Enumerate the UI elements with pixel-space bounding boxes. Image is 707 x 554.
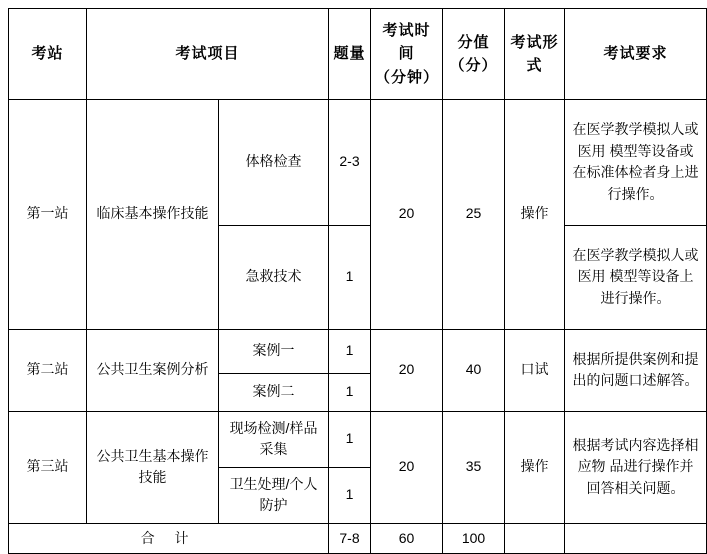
header-exam-item: 考试项目 bbox=[87, 9, 329, 100]
cell-question-count: 1 bbox=[329, 225, 371, 329]
cell-exam-time: 20 bbox=[371, 329, 443, 411]
header-score-line2: （分） bbox=[449, 56, 498, 74]
header-score-line1: 分值 bbox=[457, 33, 490, 51]
cell-score: 40 bbox=[443, 329, 505, 411]
header-question-count: 题量 bbox=[329, 9, 371, 100]
cell-score: 25 bbox=[443, 99, 505, 329]
header-exam-time-line2: （分钟） bbox=[375, 68, 440, 86]
cell-station: 第三站 bbox=[9, 411, 87, 523]
cell-subitem: 体格检查 bbox=[219, 99, 329, 225]
cell-score: 35 bbox=[443, 411, 505, 523]
cell-exam-form: 口试 bbox=[505, 329, 565, 411]
cell-exam-item: 公共卫生案例分析 bbox=[87, 329, 219, 411]
table-total-row bbox=[9, 523, 707, 554]
cell-total-requirement bbox=[565, 523, 707, 554]
header-exam-form-line1: 考试形 bbox=[510, 33, 559, 51]
cell-question-count: 1 bbox=[329, 329, 371, 373]
cell-requirement: 在医学教学模拟人或医用 模型等设备上进行操作。 bbox=[565, 225, 707, 329]
cell-total-form bbox=[505, 523, 565, 554]
cell-subitem: 案例一 bbox=[219, 329, 329, 373]
cell-exam-time: 20 bbox=[371, 99, 443, 329]
cell-exam-time: 20 bbox=[371, 411, 443, 523]
cell-subitem: 急救技术 bbox=[219, 225, 329, 329]
cell-station: 第二站 bbox=[9, 329, 87, 411]
header-row bbox=[9, 9, 707, 100]
cell-requirement: 在医学教学模拟人或医用 模型等设备或在标准体检者身上进行操作。 bbox=[565, 99, 707, 225]
cell-subitem: 现场检测/样品采集 bbox=[219, 411, 329, 467]
table-row bbox=[9, 329, 707, 373]
header-exam-time-line1: 考试时间 bbox=[382, 22, 431, 63]
cell-question-count: 1 bbox=[329, 467, 371, 523]
cell-total-label: 合 计 bbox=[9, 523, 329, 554]
table-body bbox=[9, 99, 707, 554]
cell-subitem: 案例二 bbox=[219, 373, 329, 411]
cell-question-count: 1 bbox=[329, 411, 371, 467]
exam-schedule-table bbox=[8, 8, 707, 554]
cell-total-count: 7-8 bbox=[329, 523, 371, 554]
cell-question-count: 2-3 bbox=[329, 99, 371, 225]
table-row bbox=[9, 411, 707, 467]
table-row bbox=[9, 99, 707, 225]
cell-total-time: 60 bbox=[371, 523, 443, 554]
header-exam-requirement: 考试要求 bbox=[565, 9, 707, 100]
cell-requirement: 根据考试内容选择相应物 品进行操作并回答相关问题。 bbox=[565, 411, 707, 523]
header-exam-form-line2: 式 bbox=[526, 56, 543, 74]
table-header bbox=[9, 9, 707, 100]
cell-exam-item: 临床基本操作技能 bbox=[87, 99, 219, 329]
header-exam-time bbox=[371, 9, 443, 100]
cell-exam-form: 操作 bbox=[505, 99, 565, 329]
header-exam-form bbox=[505, 9, 565, 100]
cell-exam-form: 操作 bbox=[505, 411, 565, 523]
cell-total-score: 100 bbox=[443, 523, 505, 554]
cell-exam-item: 公共卫生基本操作技能 bbox=[87, 411, 219, 523]
header-station: 考站 bbox=[9, 9, 87, 100]
header-score bbox=[443, 9, 505, 100]
cell-subitem: 卫生处理/个人防护 bbox=[219, 467, 329, 523]
cell-station: 第一站 bbox=[9, 99, 87, 329]
cell-requirement: 根据所提供案例和提出的问题口述解答。 bbox=[565, 329, 707, 411]
cell-question-count: 1 bbox=[329, 373, 371, 411]
